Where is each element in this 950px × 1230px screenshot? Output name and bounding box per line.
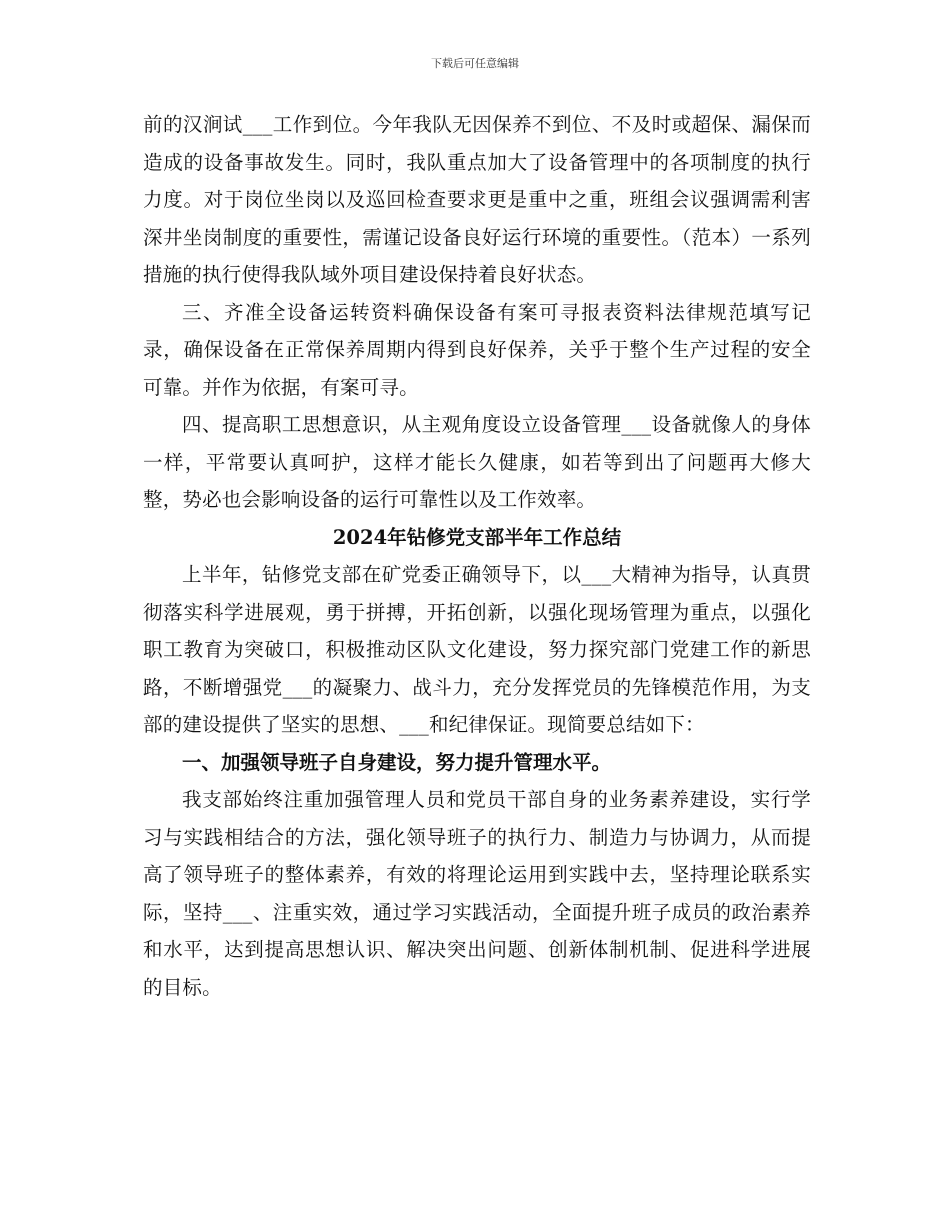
section-heading-one: 一、加强领导班子自身建设，努力提升管理水平。 [182,750,612,774]
paragraph-intro: 上半年，钻修党支部在矿党委正确领导下，以___大精神为指导，认真贯彻落实科学进展观，勇于拼搏，开拓创新，以强化现场管理为重点，以强化职工教育为突破口，积极推动区队文化建设，努力探究部门党建工作的新思路，不断增强党___的凝聚力、战斗力，充分发挥党员的先锋模范作用，为支部的建设提供了坚实的思想、___和纪律保证。现简要总结如下： [143,563,811,736]
paragraph-section-three: 三、齐准全设备运转资料确保设备有案可寻报表资料法律规范填写记录，确保设备在正常保养周期内得到良好保养，关乎于整个生产过程的安全可靠。并作为依据，有案可寻。 [143,300,811,399]
document-title: 2024年钻修党支部半年工作总结 [332,525,622,549]
page-header: 下载后可任意编辑 [431,57,519,70]
document-body [143,106,811,1006]
paragraph-equipment-maintenance: 前的汉涧试___工作到位。今年我队无因保养不到位、不及时或超保、漏保而造成的设备事故发生。同时，我队重点加大了设备管理中的各项制度的执行力度。对于岗位坐岗以及巡回检查要求更是重中之重，班组会议强调需利害深井坐岗制度的重要性，需谨记设备良好运行环境的重要性。（范本）一系列措施的执行使得我队域外项目建设保持着良好状态。 [143,113,811,286]
paragraph-section-four: 四、提高职工思想意识，从主观角度设立设备管理___设备就像人的身体一样，平常要认真呵护，这样才能长久健康，如若等到出了问题再大修大整，势必也会影响设备的运行可靠性以及工作效率。 [143,413,811,511]
paragraph-leadership: 我支部始终注重加强管理人员和党员干部自身的业务素养建设，实行学习与实践相结合的方法，强化领导班子的执行力、制造力与协调力，从而提高了领导班子的整体素养，有效的将理论运用到实践中去，坚持理论联系实际，坚持___、注重实效，通过学习实践活动，全面提升班子成员的政治素养和水平，达到提高思想认识、解决突出问题、创新体制机制、促进科学进展的目标。 [143,788,811,999]
